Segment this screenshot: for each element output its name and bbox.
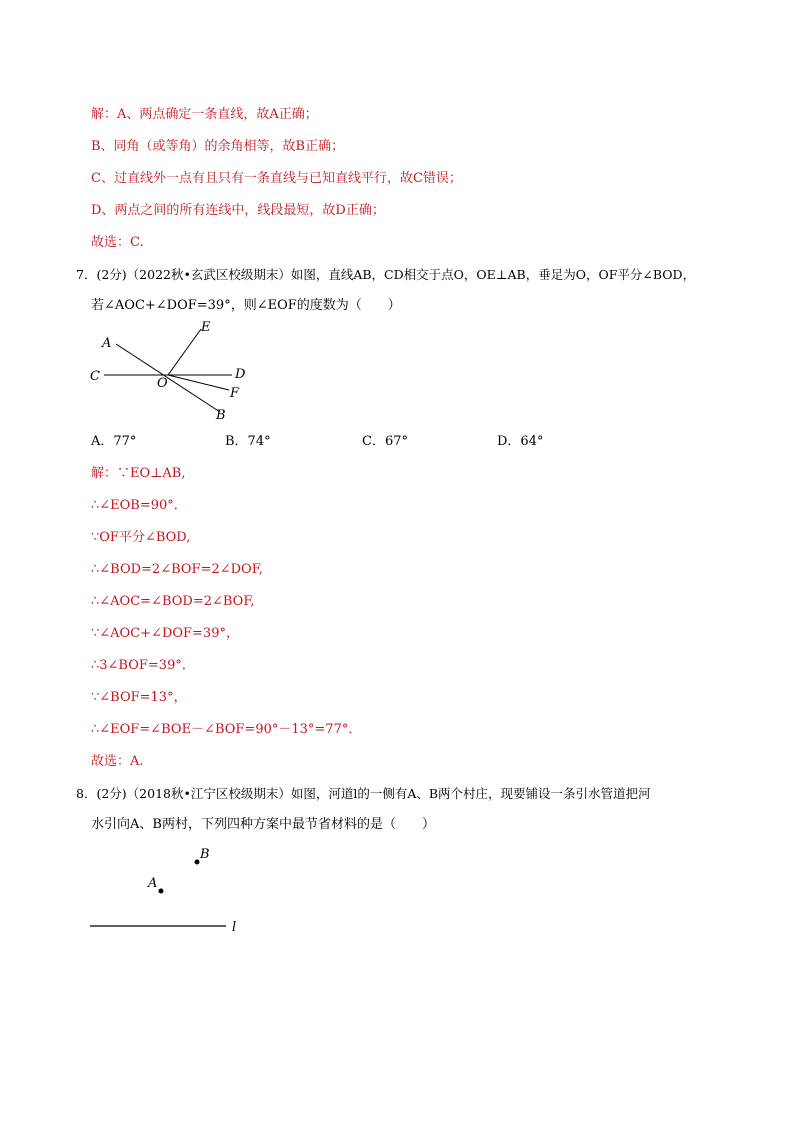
- q7-solution-line-4: ∴∠BOD=2∠BOF=2∠DOF,: [91, 562, 263, 577]
- q8-label-l: l: [232, 920, 237, 935]
- q7-solution-line-8: ∵∠BOF=13°，: [91, 690, 187, 705]
- q7-label-e: E: [201, 320, 211, 335]
- q7-label-a: A: [102, 336, 112, 351]
- q8-label-b: B: [200, 847, 210, 862]
- q7-solution-line-5: ∴∠AOC=∠BOD=2∠BOF,: [91, 594, 255, 609]
- q7-stem-line-1: 7．(2分)（2022秋•玄武区校级期末）如图，直线AB，CD相交于点O，OE⊥AB，垂足为O，OF平分∠BOD，: [76, 267, 696, 282]
- q7-solution-line-2: ∴∠EOB=90°．: [91, 498, 187, 513]
- q8-label-a: A: [148, 876, 158, 891]
- q7-label-o: O: [157, 376, 168, 391]
- q8-stem-line-2: 水引向A、B两村，下列四种方案中最节省材料的是（ ）: [91, 817, 435, 832]
- q7-solution-line-6: ∵∠AOC+∠DOF=39°，: [91, 626, 239, 641]
- q7-solution-line-3: ∵OF平分∠BOD,: [91, 530, 191, 545]
- q7-solution-line-7: ∴3∠BOF=39°．: [91, 658, 195, 673]
- q8-point-a: [159, 889, 164, 894]
- q6-solution-line-4: D、两点之间的所有连线中，线段最短，故D正确；: [91, 203, 385, 218]
- q8-point-b: [195, 860, 200, 865]
- q7-option-c[interactable]: C．67°: [362, 434, 408, 449]
- q7-option-b[interactable]: B．74°: [225, 434, 271, 449]
- q7-solution-line-1: 解：∵EO⊥AB,: [91, 466, 186, 481]
- q7-label-c: C: [90, 369, 100, 384]
- q7-option-d[interactable]: D．64°: [497, 434, 544, 449]
- q7-label-f: F: [230, 386, 240, 401]
- q8-stem-line-1: 8．(2分)（2018秋•江宁区校级期末）如图，河道l的一侧有A、B两个村庄，现要铺设一条引水管道把河: [76, 786, 651, 801]
- q7-option-a[interactable]: A．77°: [91, 434, 137, 449]
- q7-label-b: B: [216, 408, 226, 423]
- q7-solution-answer: 故选：A.: [91, 754, 144, 769]
- q6-solution-answer: 故选：C.: [91, 235, 144, 250]
- q6-solution-line-1: 解：A、两点确定一条直线，故A正确；: [91, 107, 318, 122]
- q7-figure: [80, 318, 260, 428]
- q7-ray-of: [168, 375, 229, 390]
- q6-solution-line-2: B、同角（或等角）的余角相等，故B正确；: [91, 139, 345, 154]
- q7-ray-oe: [168, 329, 201, 375]
- q7-label-d: D: [235, 367, 246, 382]
- q6-solution-line-3: C、过直线外一点有且只有一条直线与已知直线平行，故C错误；: [91, 171, 462, 186]
- q7-solution-line-9: ∴∠EOF=∠BOE－∠BOF=90°－13°=77°．: [91, 722, 362, 737]
- q7-line-ab: [116, 344, 220, 412]
- q7-stem-line-2: 若∠AOC+∠DOF=39°，则∠EOF的度数为（ ）: [91, 298, 401, 313]
- q8-figure: [85, 840, 265, 940]
